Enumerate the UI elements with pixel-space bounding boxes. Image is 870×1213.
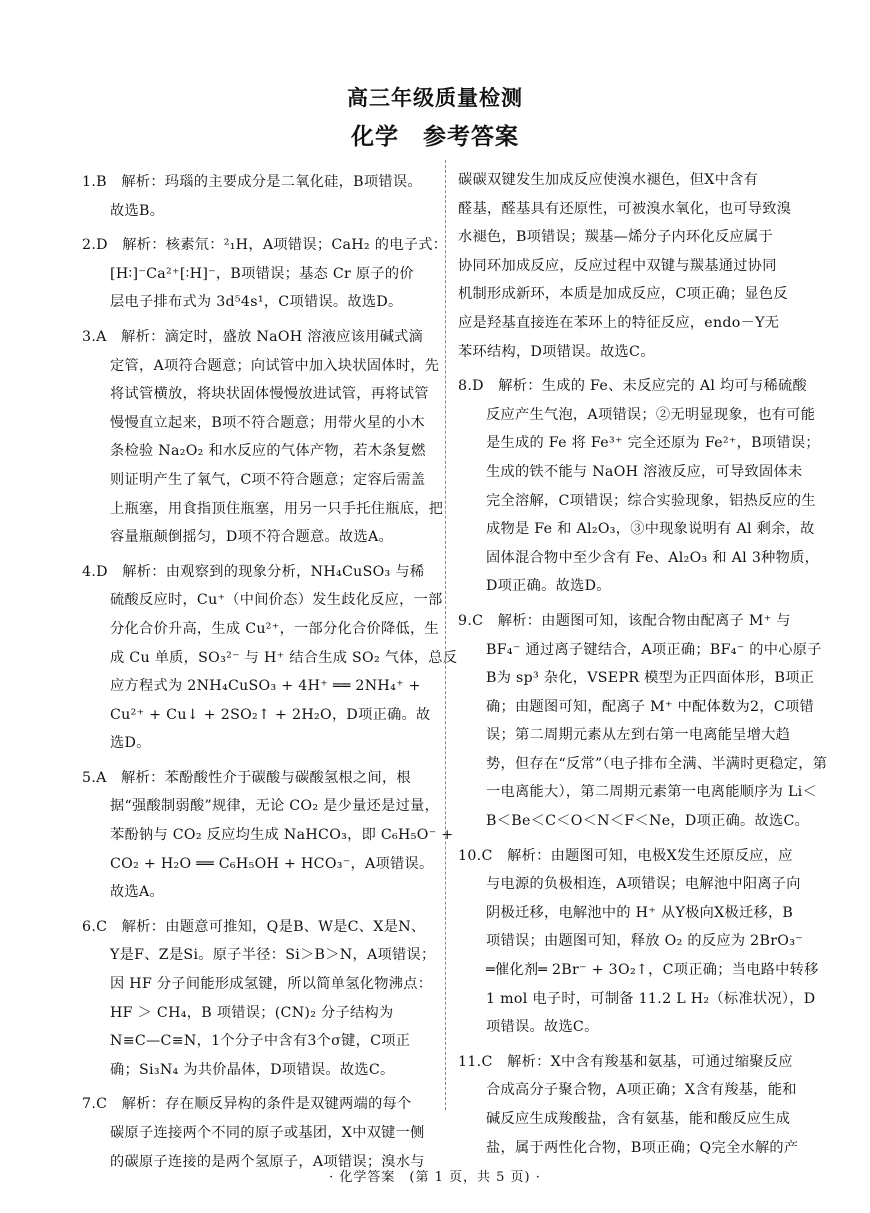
answer-line: CO₂ + H₂O ══ C₆H₅OH + HCO₃⁻，A项错误。 [110,855,434,872]
answer-line: 阴极迁移，电解池中的 H⁺ 从Y极向X极迁移，B [486,904,794,921]
answer-line: 的碳原子连接的是两个氢原子，A项错误；溴水与 [110,1153,425,1170]
answer-line: [H∶]⁻Ca²⁺[∶H]⁻，B项错误；基态 Cr 原子的价 [110,265,414,282]
answer-line: 据“强酸制弱酸”规律，无论 CO₂ 是少量还是过量， [110,798,440,815]
answer-line: 是生成的 Fe 将 Fe³⁺ 完全还原为 Fe²⁺，B项错误； [486,435,820,452]
answer-line: B＜Be＜C＜O＜N＜F＜Ne，D项正确。故选C。 [486,813,810,830]
answer-line: 与电源的负极相连，A项错误；电解池中阳离子向 [486,876,801,893]
answer-line: 应方程式为 2NH₄CuSO₃ + 4H⁺ ══ 2NH₄⁺ + [110,678,421,695]
answer-item [458,842,819,1042]
answer-line: 1.B 解析：玛瑙的主要成分是二氧化硅，B项错误。 [82,174,422,190]
answer-line: 因 HF 分子间能形成氢键，所以简单氢化物沸点： [110,976,433,993]
answer-line: Y是F、Z是Si。原子半径：Si＞B＞N，A项错误； [110,947,436,964]
answer-item [82,168,434,225]
answer-item [458,1048,799,1162]
answer-line: 故选A。 [110,884,165,901]
answer-line: 4.D 解析：由观察到的现象分析，NH₄CuSO₃ 与稀 [82,563,425,580]
answer-line: 确；Si₃N₄ 为共价晶体，D项错误。故选C。 [110,1061,395,1078]
answer-line: 一电离能大），第二周期元素第一电离能顺序为 Li＜ [486,784,817,801]
answer-item [82,913,434,1085]
answer-line: 盐，属于两性化合物，B项正确；Q完全水解的产 [486,1139,799,1156]
answer-line: D项正确。故选D。 [486,578,611,595]
left-column [82,168,458,1182]
answer-line: 碳碳双键发生加成反应使溴水褪色，但X中含有 [458,172,759,188]
answer-line: 成物是 Fe 和 Al₂O₃，③中现象说明有 Al 剩余，故 [486,521,815,538]
answer-line: 5.A 解析：苯酚酸性介于碳酸与碳酸氢根之间，根 [82,769,411,786]
answer-line: 定管，A项符合题意；向试管中加入块状固体时，先 [110,357,440,374]
answer-line: 误；第二周期元素从左到右第一电离能呈增大趋 [486,727,791,744]
answer-line: HF ＞ CH₄，B 项错误；(CN)₂ 分子结构为 [110,1004,394,1021]
answer-line: 项错误；由题图可知，释放 O₂ 的反应为 2BrO₃⁻ [486,933,803,950]
answer-line: 8.D 解析：生成的 Fe、未反应完的 Al 均可与稀硫酸 [458,378,807,395]
answer-line: 选D。 [110,735,151,752]
answer-line: 苯酚钠与 CO₂ 反应均生成 NaHCO₃，即 C₆H₅O⁻ + [110,827,454,844]
answer-line: 则证明产生了氧气，C项不符合题意；定容后需盖 [110,471,426,488]
answer-line: 水褪色，B项错误；羰基—烯分子内环化反应属于 [458,229,773,246]
answer-line: 11.C 解析：X中含有羧基和氨基，可通过缩聚反应 [458,1053,793,1070]
answer-line: 3.A 解析：滴定时，盛放 NaOH 溶液应该用碱式滴 [82,328,424,345]
answer-line: 上瓶塞，用食指顶住瓶塞，用另一只手托住瓶底，把 [110,500,444,517]
answer-line: 将试管横放，将块状固体慢慢放进试管，再将试管 [110,386,429,403]
answer-line: 6.C 解析：由题意可推知，Q是B、W是C、X是N、 [82,918,426,935]
answer-line: 碱反应生成羧酸盐，含有氨基，能和酸反应生成 [486,1111,791,1127]
answer-line: 合成高分子聚合物，A项正确；X含有羧基，能和 [486,1082,797,1099]
answer-line: 苯环结构，D项错误。故选C。 [458,343,655,360]
answer-line: 1 mol 电子时，可制备 11.2 L H₂（标准状况），D [486,990,816,1007]
answer-line: 层电子排布式为 3d⁵4s¹，C项错误。故选D。 [110,294,403,311]
answer-item [458,607,828,836]
answer-line: N≡C—C≡N，1个分子中含有3个σ键，C项正 [110,1033,411,1050]
answer-line: 碳原子连接两个不同的原子或基团，X中双键一侧 [110,1125,425,1141]
answer-line: 势，但存在“反常”（电子排布全满、半满时更稳定，第 [486,755,828,772]
answer-line: Cu²⁺ + Cu↓ + 2SO₂↑ + 2H₂O，D项正确。故 [110,706,431,723]
answer-line: 应是羟基直接连在苯环上的特征反应，endo－Y无 [458,314,780,331]
answer-line: 10.C 解析：由题图可知，电极X发生还原反应，应 [458,847,793,864]
answer-line: 成 Cu 单质，SO₃²⁻ 与 H⁺ 结合生成 SO₂ 气体，总反 [110,649,458,666]
answer-item [82,1090,434,1176]
answer-line: 固体混合物中至少含有 Fe、Al₂O₃ 和 Al 3种物质， [486,549,820,566]
answer-line: 完全溶解，C项错误；综合实验现象，铝热反应的生 [486,492,816,509]
answer-line: 机制形成新环，本质是加成反应，C项正确；显色反 [458,286,788,303]
answer-line: 协同环加成反应，反应过程中双键与羰基通过协同 [458,257,777,274]
answer-line: 分化合价升高，生成 Cu²⁺，一部分化合价降低，生 [110,620,439,637]
answer-item [82,764,454,907]
document-title: 高三年级质量检测 [347,85,523,110]
answer-line: 7.C 解析：存在顺反异构的条件是双键两端的每个 [82,1096,412,1113]
answer-line: B为 sp³ 杂化，VSEPR 模型为正四面体形，B项正 [486,670,815,687]
answer-item [458,166,796,366]
answer-line: BF₄⁻ 通过离子键结合，A项正确；BF₄⁻ 的中心原子 [486,641,822,658]
answer-line: 2.D 解析：核素氘：²₁H，A项错误；CaH₂ 的电子式： [82,237,448,254]
right-column [458,166,828,1168]
answer-item [82,323,444,552]
answer-line: 硫酸反应时，Cu⁺（中间价态）发生歧化反应，一部 [110,592,443,609]
answer-line: 醛基，醛基具有还原性，可被溴水氧化，也可导致溴 [458,200,792,217]
answer-line: 确；由题图可知，配离子 M⁺ 中配体数为2，C项错 [486,698,814,715]
answer-line: 项错误。故选C。 [486,1019,599,1036]
answer-line: 容量瓶颠倒摇匀，D项不符合题意。故选A。 [110,529,393,546]
answer-line: 反应产生气泡，A项错误；②无明显现象，也有可能 [486,406,816,423]
answer-line: ═催化剂═ 2Br⁻ + 3O₂↑，C项正确；当电路中转移 [486,962,819,979]
answer-line: 故选B。 [110,202,165,219]
column-divider [445,160,446,1110]
page-footer: · 化学答案 (第 1 页，共 5 页) · [329,1170,541,1185]
answer-item [82,231,448,317]
answer-item [458,372,820,601]
answer-line: 慢慢直立起来，B项不符合题意；用带火星的小木 [110,414,425,431]
answer-line: 条检验 Na₂O₂ 和水反应的气体产物，若木条复燃 [110,443,426,460]
answer-item [82,558,458,758]
answer-line: 生成的铁不能与 NaOH 溶液反应，可导致固体未 [486,463,803,480]
answer-line: 9.C 解析：由题图可知，该配合物由配离子 M⁺ 与 [458,612,791,629]
document-subtitle: 化学 参考答案 [351,123,519,150]
